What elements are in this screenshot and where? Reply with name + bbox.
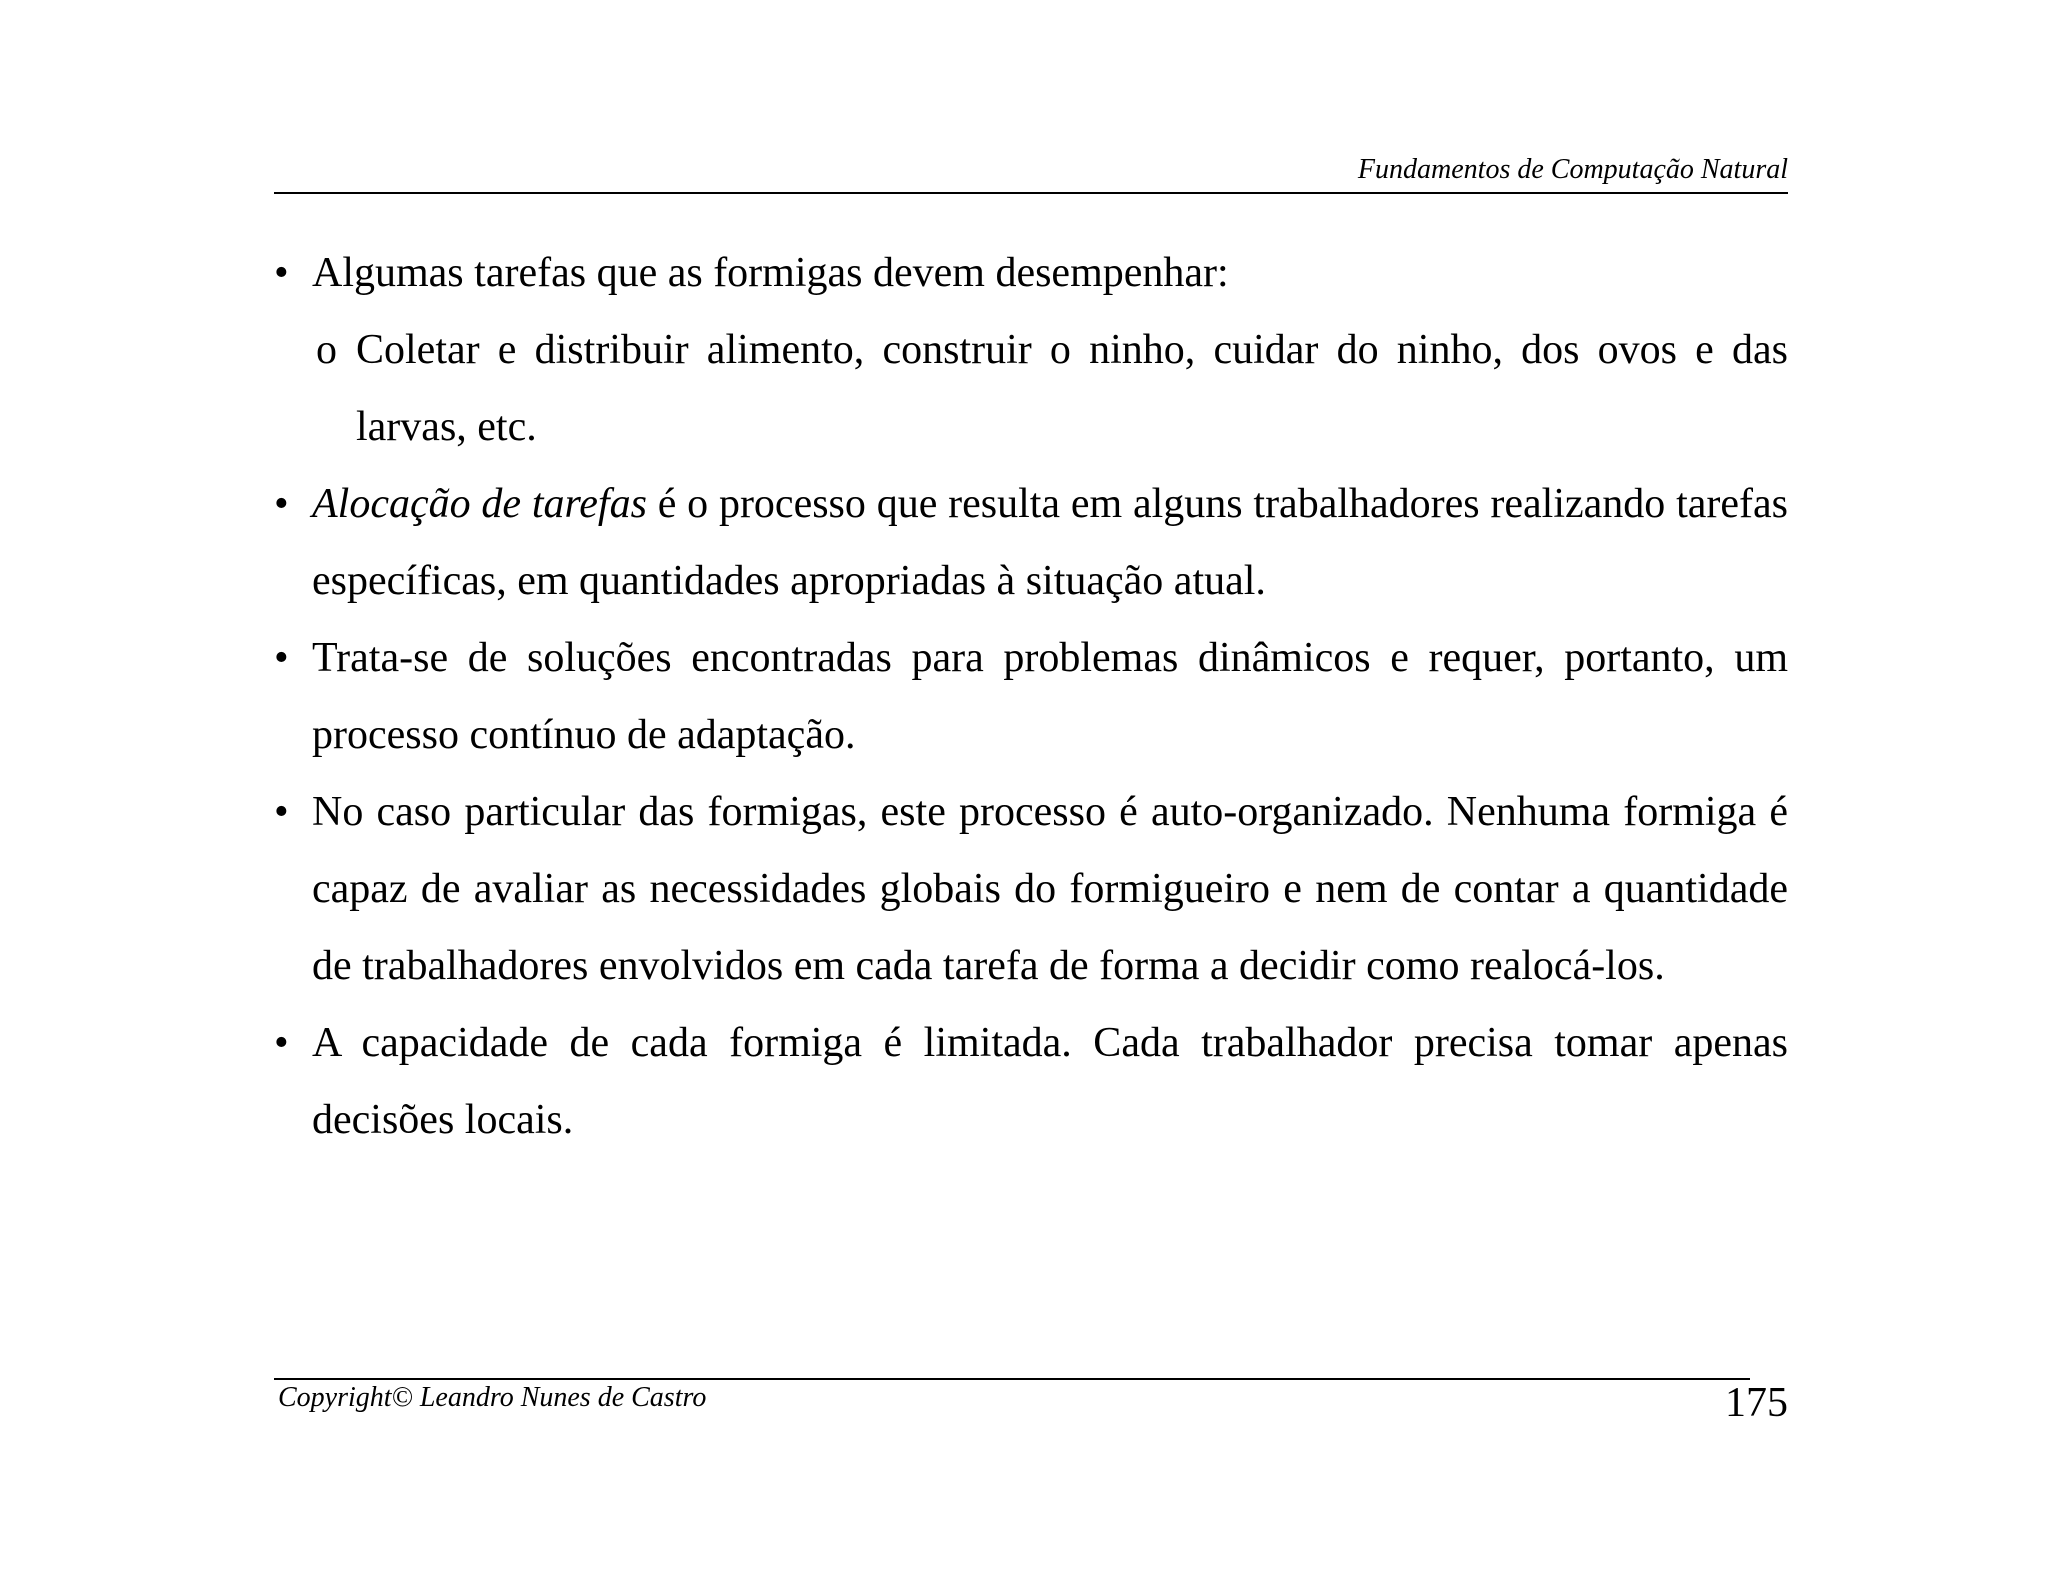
sub-bullet-item (274, 312, 1788, 466)
footer-divider (274, 1378, 1750, 1380)
bullet-marker: • (274, 481, 289, 527)
bullet-marker: • (274, 250, 289, 296)
bullet-text: é o processo que resulta em alguns trabalhadores realizando tarefas específicas, em quantidades apropriadas à situação atual. (312, 481, 1788, 604)
page-number: 175 (1725, 1380, 1788, 1426)
bullet-item (274, 774, 1788, 1005)
bullet-marker: • (274, 789, 289, 835)
page-content (274, 235, 1788, 1159)
bullet-text: Algumas tarefas que as formigas devem desempenhar: (312, 250, 1229, 296)
footer-copyright: Copyright© Leandro Nunes de Castro (278, 1382, 707, 1413)
bullet-marker: • (274, 635, 289, 681)
bullet-item (274, 466, 1788, 620)
bullet-marker: • (274, 1020, 289, 1066)
running-header-title: Fundamentos de Computação Natural (1357, 154, 1788, 185)
sub-bullet-marker: o (316, 327, 337, 373)
bullet-text: A capacidade de cada formiga é limitada. Cada trabalhador precisa tomar apenas decisões locais. (312, 1020, 1788, 1143)
sub-bullet-text: Coletar e distribuir alimento, construir o ninho, cuidar do ninho, dos ovos e das larvas, etc. (356, 327, 1788, 450)
header-divider (274, 192, 1788, 194)
bullet-text: No caso particular das formigas, este processo é auto-organizado. Nenhuma formiga é capaz de avaliar as necessidades globais do formigueiro e nem de contar a quantidade de trabalhadores envolvidos em cada tarefa de forma a decidir como realocá-los. (312, 789, 1788, 989)
bullet-item (274, 620, 1788, 774)
bullet-item (274, 235, 1788, 312)
bullet-item (274, 1005, 1788, 1159)
bullet-italic-term: Alocação de tarefas (312, 481, 647, 527)
bullet-text: Trata-se de soluções encontradas para problemas dinâmicos e requer, portanto, um processo contínuo de adaptação. (312, 635, 1788, 758)
